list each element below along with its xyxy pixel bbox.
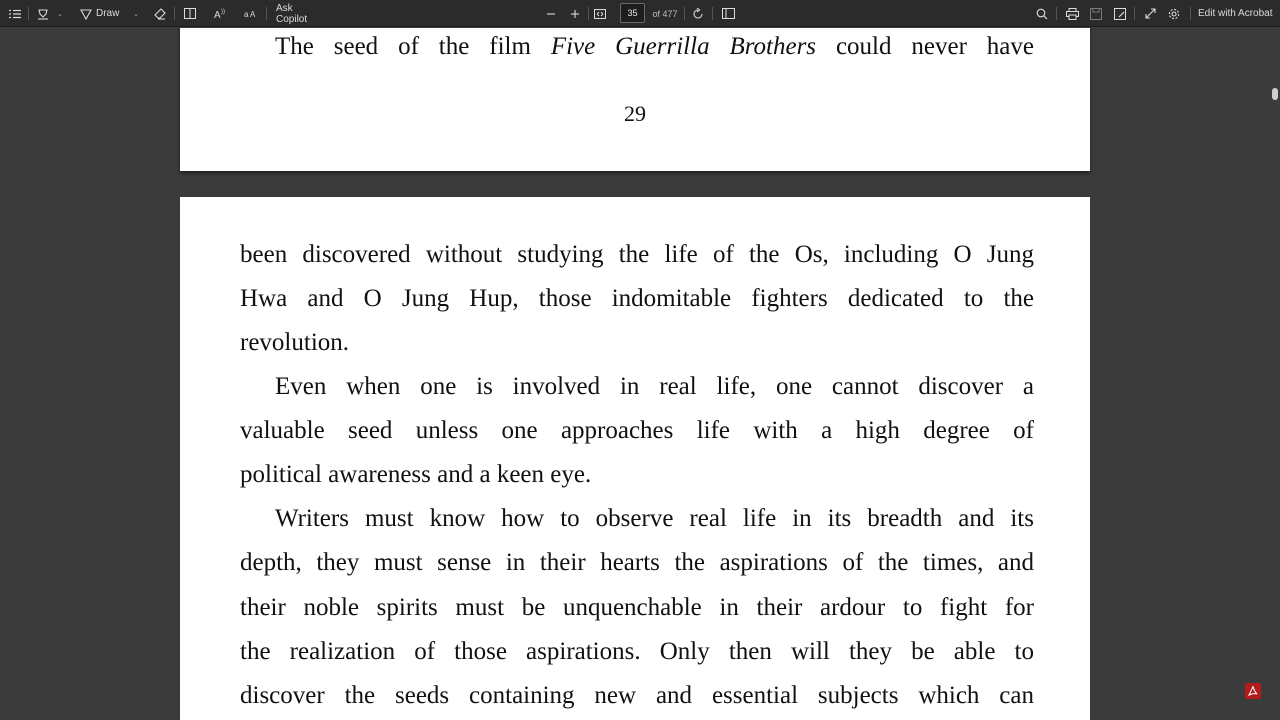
highlight-button[interactable] (34, 0, 52, 27)
draw-options-chevron-down-icon[interactable]: ⌄ (133, 10, 139, 18)
page-text-line: Even when one is involved in real life, one cannot discover a (275, 373, 1034, 400)
erase-button[interactable] (152, 0, 168, 27)
list-icon (9, 9, 21, 19)
text-run: could never have (816, 33, 1034, 60)
print-button[interactable] (1064, 0, 1080, 27)
page-text-line: political awareness and a keen eye. (240, 461, 592, 488)
ask-copilot-label: Ask Copilot (276, 2, 308, 25)
page-total-label: of 477 (652, 8, 678, 19)
edit-with-acrobat-label: Edit with Acrobat (1198, 8, 1273, 19)
page-text-line: the realization of those aspirations. Only then will they be able to (240, 638, 1034, 665)
plus-icon (570, 9, 580, 19)
film-title: Five Guerrilla Brothers (550, 33, 817, 60)
contents-menu-button[interactable] (6, 0, 24, 27)
page-text-line: depth, they must sense in their hearts the aspirations of the times, and (240, 549, 1034, 576)
fullscreen-icon (1145, 8, 1156, 19)
page-view-button[interactable] (720, 0, 736, 27)
zoom-in-button[interactable] (568, 0, 582, 27)
zoom-out-button[interactable] (544, 0, 558, 27)
save-button[interactable] (1088, 0, 1104, 27)
highlight-options-chevron-down-icon[interactable]: ⌄ (57, 10, 63, 18)
pdf-toolbar (0, 0, 1280, 27)
acrobat-icon[interactable] (1245, 683, 1261, 699)
highlighter-icon (37, 8, 49, 20)
view-mode-button[interactable] (182, 0, 198, 27)
ask-copilot-button[interactable] (276, 0, 326, 27)
page-text-line: been discovered without studying the life of the Os, including O Jung (240, 241, 1034, 268)
page-text-line: revolution. (240, 329, 350, 356)
page-text-line: their noble spirits must be unquenchable in their ardour to fight for (240, 594, 1034, 621)
page-text-line: Writers must know how to observe real life in its breadth and its (275, 505, 1034, 532)
pdf-page-previous (180, 28, 1090, 171)
search-button[interactable] (1034, 0, 1050, 27)
svg-text:)): )) (220, 9, 225, 15)
two-page-icon (184, 8, 196, 19)
draw-button[interactable] (80, 0, 130, 27)
pen-icon (80, 8, 92, 20)
save-as-icon (1114, 8, 1126, 20)
text-options-button[interactable] (212, 0, 228, 27)
draw-label: Draw (96, 8, 120, 19)
print-icon (1066, 8, 1079, 20)
fit-page-icon (594, 9, 606, 19)
page-text-line (275, 32, 1034, 62)
vertical-scrollbar-thumb[interactable] (1272, 88, 1278, 100)
page-text-line: Hwa and O Jung Hup, those indomitable fighters dedicated to the (240, 285, 1034, 312)
rotate-button[interactable] (690, 0, 706, 27)
translate-icon (244, 8, 257, 19)
read-aloud-icon (214, 8, 227, 19)
search-icon (1036, 8, 1048, 20)
page-number: 29 (624, 101, 646, 126)
gear-icon (1168, 8, 1180, 20)
edit-with-acrobat-button[interactable] (1198, 0, 1274, 27)
fit-page-button[interactable] (593, 0, 607, 27)
fullscreen-button[interactable] (1142, 0, 1158, 27)
translate-button[interactable] (242, 0, 258, 27)
page-text-line: valuable seed unless one approaches life with a high degree of (240, 417, 1034, 444)
page-text-line: discover the seeds containing new and essential subjects which can (240, 682, 1034, 709)
settings-button[interactable] (1166, 0, 1182, 27)
pdf-page-current (180, 197, 1090, 720)
eraser-icon (154, 8, 166, 20)
page-number-input[interactable]: 35 (620, 3, 645, 23)
svg-text:A: A (249, 10, 255, 19)
rotate-icon (692, 8, 704, 20)
save-icon (1090, 8, 1102, 20)
text-run: The seed of the film (275, 33, 551, 60)
document-viewport[interactable] (0, 28, 1280, 720)
save-as-button[interactable] (1112, 0, 1128, 27)
svg-text:A: A (213, 10, 221, 19)
svg-text:a: a (243, 10, 248, 19)
page-view-icon (722, 8, 735, 19)
minus-icon (546, 9, 556, 19)
